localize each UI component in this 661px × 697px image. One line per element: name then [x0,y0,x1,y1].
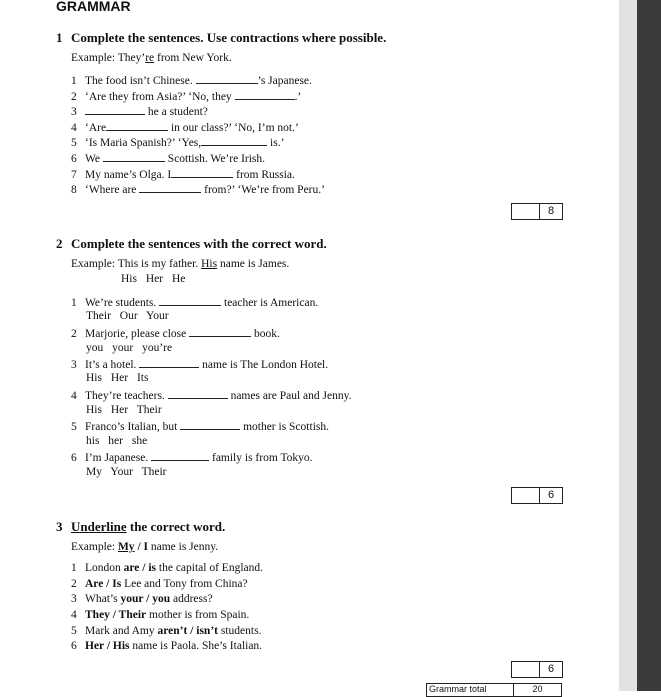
item-text-end: is.’ [270,137,285,149]
word-choice[interactable]: are / is [123,562,157,574]
item-text: We’re students. [85,297,157,309]
section-2-example [71,258,289,270]
example-answer: His [201,258,218,270]
answer-blank[interactable] [196,73,258,84]
viewer-background [637,0,661,691]
s1-item-1 [71,73,312,87]
item-text: Franco’s Italian, but [85,421,178,433]
s2-item-3 [71,357,328,371]
s2-item-1 [71,295,318,309]
item-text: ‘Where are [85,184,137,196]
item-number: 6 [71,640,77,652]
item-text: It’s a hotel. [85,359,137,371]
item-number: 3 [71,593,77,605]
word-choice[interactable]: They / Their [85,609,147,621]
example-text-end: name is Jenny. [147,541,219,553]
s1-item-8 [71,182,325,196]
item-text-end: ’s Japanese. [257,75,312,87]
grammar-total-box [426,683,562,697]
s2-item-6 [71,450,313,464]
item-text-end: names are Paul and Jenny. [230,390,352,402]
word-choice[interactable]: Are / Is [85,578,122,590]
item-text: We [85,153,101,165]
section-3-heading [56,519,225,535]
answer-blank[interactable] [139,182,201,193]
section-3-heading-text: the correct word. [126,519,226,534]
example-choice: / I [134,541,148,553]
item-text: Mark and Amy [85,625,158,637]
total-label: Grammar total [427,684,514,696]
score-max: 8 [547,205,555,217]
item-number: 5 [71,137,77,149]
item-text-end: teacher is American. [224,297,319,309]
item-text-end: book. [253,328,280,340]
s2-item-5-options: his her she [86,435,148,447]
answer-blank[interactable] [189,326,251,337]
item-number: 4 [71,609,77,621]
example-text-end: name is James. [217,258,290,270]
section-2-heading [56,236,327,252]
section-1-heading [56,30,386,46]
item-number: 7 [71,169,77,181]
item-text: London [85,562,124,574]
s2-item-2 [71,326,280,340]
answer-blank[interactable] [168,388,228,399]
page-title: GRAMMAR [56,0,131,14]
item-text-end: name is Paola. She’s Italian. [129,640,263,652]
s1-item-2 [71,89,301,103]
s3-item-5 [71,625,261,637]
s3-item-4 [71,609,249,621]
item-text: They’re teachers. [85,390,165,402]
answer-blank[interactable] [201,135,267,146]
answer-blank[interactable] [103,151,165,162]
item-text-end: in our class?’ ‘No, I’m not.’ [170,122,299,134]
section-3-number: 3 [56,519,63,534]
item-number: 2 [71,91,77,103]
example-answer: My [117,541,135,553]
item-number: 3 [71,106,77,118]
section-2-heading-text: Complete the sentences with the correct word. [71,236,327,251]
s2-item-1-options: Their Our Your [86,310,169,322]
item-text: ‘Are they from Asia?’ ‘No, they [85,91,232,103]
section-1-heading-text: Complete the sentences. Use contractions where possible. [71,30,387,45]
score-input[interactable] [512,488,540,503]
answer-blank[interactable] [151,450,209,461]
item-text-end: the capital of England. [156,562,264,574]
score-input[interactable] [512,662,540,677]
item-text-end: from?’ ‘We’re from Peru.’ [204,184,325,196]
item-number: 3 [71,359,77,371]
s3-item-6 [71,640,262,652]
s2-item-3-options: His Her Its [86,372,149,384]
total-value: 20 [532,684,543,694]
item-text: ‘Is Maria Spanish?’ ‘Yes, [85,137,202,149]
item-text-end: family is from Tokyo. [211,452,313,464]
s3-item-2 [71,578,248,590]
item-text-end: mother is Scottish. [243,421,329,433]
section-3-example [71,541,218,553]
s1-item-5 [71,135,284,149]
s3-item-1 [71,562,263,574]
item-text-end: Scottish. We’re Irish. [167,153,266,165]
section-1-example [71,52,232,64]
item-number: 8 [71,184,77,196]
item-text: ‘Are [85,122,107,134]
item-text: Marjorie, please close [85,328,187,340]
example-answer: re [145,52,155,64]
word-choice[interactable]: aren’t / isn’t [157,625,218,637]
item-number: 4 [71,122,77,134]
s1-item-4 [71,120,299,134]
answer-blank[interactable] [106,120,168,131]
item-number: 1 [71,562,77,574]
answer-blank[interactable] [139,357,199,368]
item-text-end: Lee and Tony from China? [121,578,248,590]
item-number: 5 [71,625,77,637]
score-max: 6 [547,489,555,501]
scrollbar-track[interactable] [619,0,637,691]
item-text-end: students. [218,625,262,637]
item-number: 4 [71,390,77,402]
item-text: The food isn’t Chinese. [85,75,193,87]
example-text-end: from New York. [154,52,232,64]
example-text: Example: They’ [71,52,146,64]
section-3-heading-underlined: Underline [71,519,127,534]
s2-item-4-options: His Her Their [86,404,162,416]
item-text-end: from Russia. [236,169,295,181]
word-choice[interactable]: your / you [120,593,171,605]
answer-blank[interactable] [180,419,240,430]
answer-blank[interactable] [235,89,295,100]
item-number: 6 [71,452,77,464]
section-2-number: 2 [56,236,63,251]
item-number: 1 [71,297,77,309]
s1-item-7 [71,167,295,181]
s2-item-5 [71,419,329,433]
s2-item-2-options: you your you’re [86,342,173,354]
item-number: 2 [71,328,77,340]
s1-item-6 [71,151,265,165]
item-number: 1 [71,75,77,87]
item-text-end: address? [170,593,213,605]
item-number: 2 [71,578,77,590]
section-1-number: 1 [56,30,63,45]
item-text: What’s [85,593,121,605]
score-input[interactable] [512,204,540,219]
item-number: 5 [71,421,77,433]
item-number: 6 [71,153,77,165]
example-options: His Her He [121,273,186,285]
item-text-end: .’ [294,91,302,103]
section-3-score-box [511,661,563,678]
s2-item-4 [71,388,352,402]
section-1-score-box [511,203,563,220]
s1-item-3 [71,104,208,118]
item-text-end: name is The London Hotel. [202,359,329,371]
section-2-score-box [511,487,563,504]
item-text-end: he a student? [147,106,208,118]
item-text: My name’s Olga. I [85,169,172,181]
score-max: 6 [547,663,555,675]
item-text-end: mother is from Spain. [146,609,250,621]
s2-item-6-options: My Your Their [86,466,167,478]
answer-blank[interactable] [159,295,221,306]
item-text: I’m Japanese. [85,452,149,464]
answer-blank[interactable] [171,167,233,178]
s3-item-3 [71,593,213,605]
example-text: Example: This is my father. [71,258,202,270]
word-choice[interactable]: Her / His [85,640,130,652]
example-text: Example: [71,541,118,553]
answer-blank[interactable] [85,104,145,115]
